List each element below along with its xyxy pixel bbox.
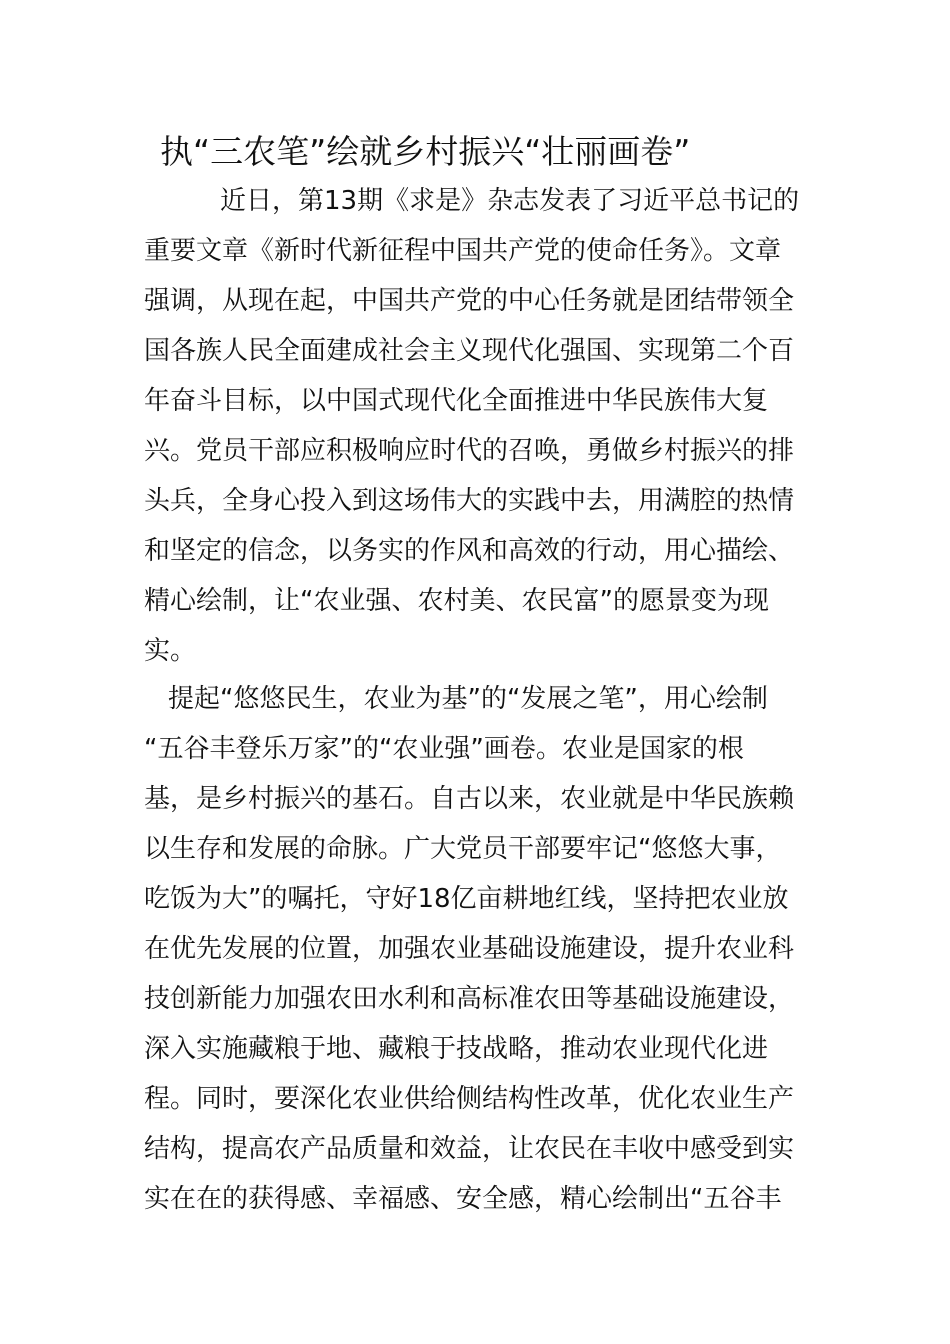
paragraph-line: 程。同时，要深化农业供给侧结构性改革，优化农业生产	[144, 1084, 795, 1114]
paragraph-line: 以生存和发展的命脉。广大党员干部要牢记“悠悠大事，	[144, 834, 782, 864]
paragraph-line: 兴。党员干部应积极响应时代的召唤，勇做乡村振兴的排	[144, 436, 795, 466]
paragraph-line: 结构，提高农产品质量和效益，让农民在丰收中感受到实	[144, 1134, 795, 1164]
paragraph-line: 头兵，全身心投入到这场伟大的实践中去，用满腔的热情	[144, 486, 795, 516]
paragraph-line: 深入实施藏粮于地、藏粮于技战略，推动农业现代化进	[144, 1034, 769, 1064]
paragraph-line: 精心绘制，让“农业强、农村美、农民富”的愿景变为现	[144, 586, 769, 616]
paragraph-line: 吃饭为大”的嘱托，守好18亿亩耕地红线，坚持把农业放	[144, 884, 789, 914]
paragraph-line: 国各族人民全面建成社会主义现代化强国、实现第二个百	[144, 336, 795, 366]
paragraph-line: 近日，第13期《求是》杂志发表了习近平总书记的	[220, 186, 800, 216]
paragraph-line: 强调，从现在起，中国共产党的中心任务就是团结带领全	[144, 286, 795, 316]
document-title: 执“三农笔”绘就乡村振兴“壮丽画卷”	[160, 132, 691, 171]
paragraph-line: 重要文章《新时代新征程中国共产党的使命任务》。文章	[144, 236, 782, 266]
paragraph-line: 年奋斗目标，以中国式现代化全面推进中华民族伟大复	[144, 386, 769, 416]
paragraph-2	[144, 674, 806, 1224]
paragraph-line: 实。	[144, 636, 197, 666]
paragraph-line: “五谷丰登乐万家”的“农业强”画卷。农业是国家的根	[144, 734, 744, 764]
paragraph-line: 在优先发展的位置，加强农业基础设施建设，提升农业科	[144, 934, 795, 964]
paragraph-line: 实在在的获得感、幸福感、安全感，精心绘制出“五谷丰	[144, 1184, 782, 1214]
paragraph-line: 技创新能力加强农田水利和高标准农田等基础设施建设，	[144, 984, 795, 1014]
paragraph-line: 和坚定的信念，以务实的作风和高效的行动，用心描绘、	[144, 536, 795, 566]
paragraph-1	[144, 176, 806, 676]
paragraph-line: 提起“悠悠民生，农业为基”的“发展之笔”，用心绘制	[168, 684, 768, 714]
paragraph-line: 基，是乡村振兴的基石。自古以来，农业就是中华民族赖	[144, 784, 795, 814]
